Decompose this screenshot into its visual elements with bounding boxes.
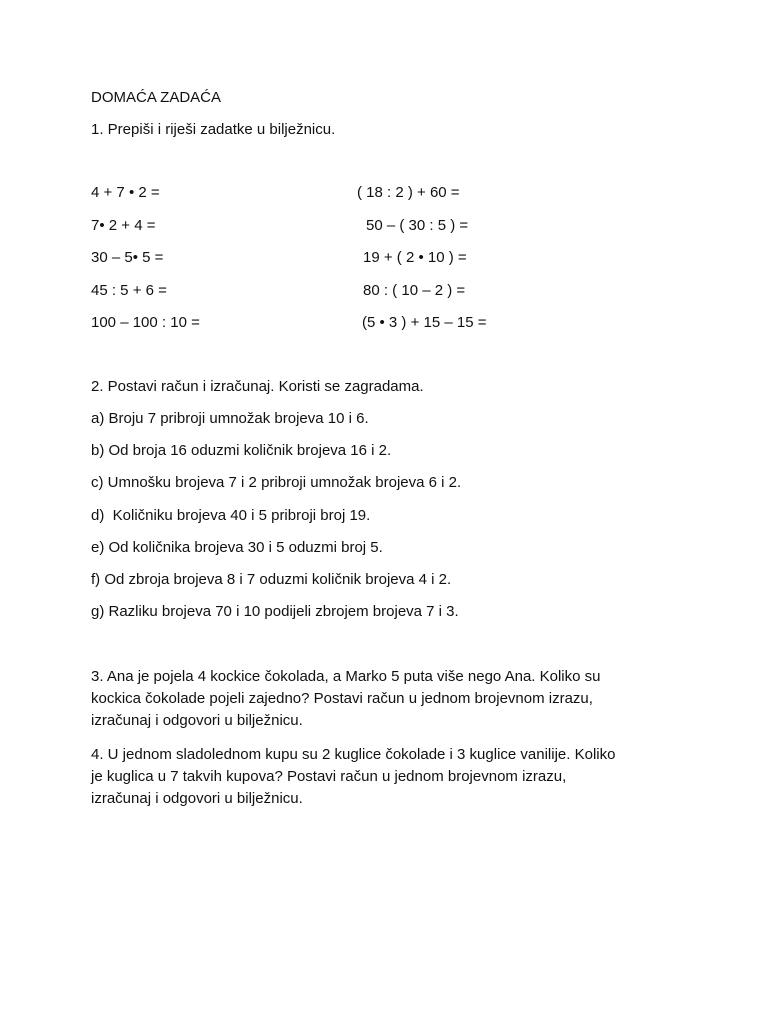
task2-item: g) Razliku brojeva 70 i 10 podijeli zbrojem brojeva 7 i 3.	[91, 603, 459, 620]
task3-line: izračunaj i odgovori u bilježnicu.	[91, 712, 303, 729]
task1-expr-right: 50 – ( 30 : 5 ) =	[366, 217, 469, 234]
task4-line: 4. U jednom sladolednom kupu su 2 kuglice čokolade i 3 kuglice vanilije. Koliko	[91, 746, 616, 763]
task1-expr-right: 19 + ( 2 • 10 ) =	[363, 249, 467, 266]
task4-line: izračunaj i odgovori u bilježnicu.	[91, 790, 303, 807]
task2-heading: 2. Postavi račun i izračunaj. Koristi se zagradama.	[91, 378, 424, 395]
task1-heading: 1. Prepiši i riješi zadatke u bilježnicu.	[91, 121, 336, 138]
task2-item: e) Od količnika brojeva 30 i 5 oduzmi broj 5.	[91, 539, 383, 556]
task1-expr-right: (5 • 3 ) + 15 – 15 =	[362, 314, 487, 331]
task1-expr-right: ( 18 : 2 ) + 60 =	[357, 184, 460, 201]
task3-line: 3. Ana je pojela 4 kockice čokolada, a Marko 5 puta više nego Ana. Koliko su	[91, 668, 601, 685]
task4-line: je kuglica u 7 takvih kupova? Postavi račun u jednom brojevnom izrazu,	[91, 768, 567, 785]
task2-item: f) Od zbroja brojeva 8 i 7 oduzmi količnik brojeva 4 i 2.	[91, 571, 452, 588]
task1-expr-right: 80 : ( 10 – 2 ) =	[363, 282, 466, 299]
task1-expr-left: 45 : 5 + 6 =	[91, 282, 167, 299]
task1-expr-left: 30 – 5• 5 =	[91, 249, 164, 266]
task3-line: kockica čokolade pojeli zajedno? Postavi račun u jednom brojevnom izrazu,	[91, 690, 593, 707]
task1-expr-left: 7• 2 + 4 =	[91, 217, 156, 234]
document-title: DOMAĆA ZADAĆA	[91, 89, 222, 106]
task2-item: c) Umnošku brojeva 7 i 2 pribroji umnožak brojeva 6 i 2.	[91, 474, 462, 491]
task2-item: b) Od broja 16 oduzmi količnik brojeva 16 i 2.	[91, 442, 392, 459]
task2-item: d) Količniku brojeva 40 i 5 pribroji broj 19.	[91, 507, 371, 524]
task1-expr-left: 100 – 100 : 10 =	[91, 314, 200, 331]
task2-item: a) Broju 7 pribroji umnožak brojeva 10 i 6.	[91, 410, 369, 427]
task1-expr-left: 4 + 7 • 2 =	[91, 184, 160, 201]
